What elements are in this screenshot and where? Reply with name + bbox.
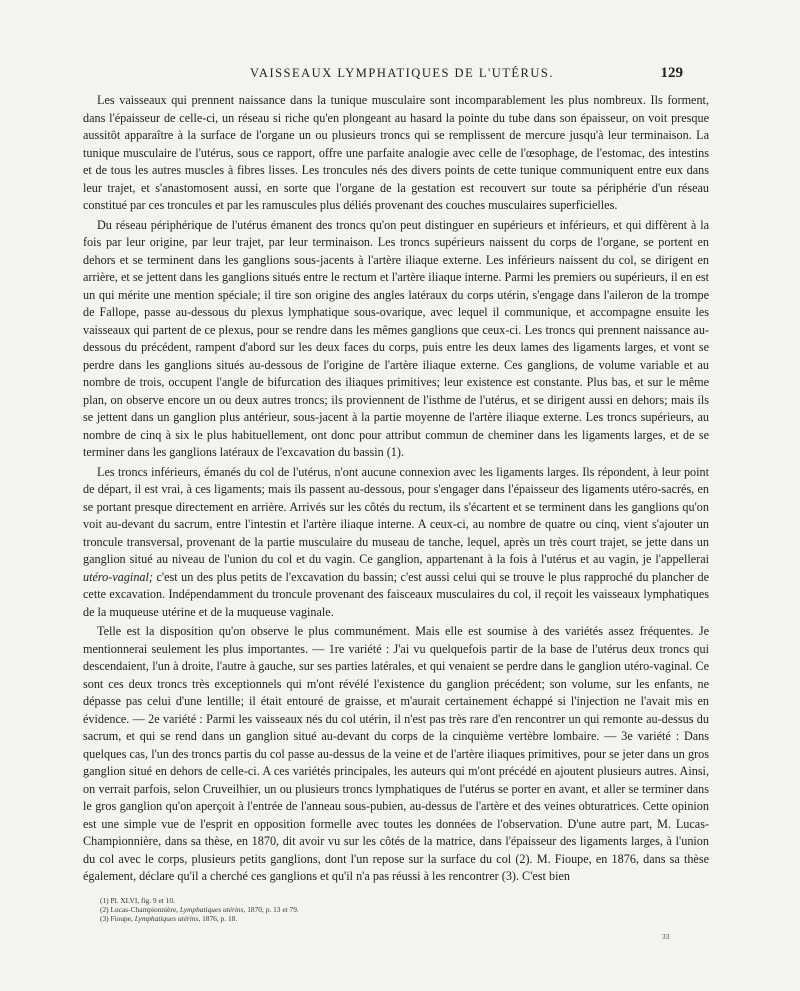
footnote-italic-title: Lymphatiques utérins, (179, 905, 246, 914)
footnote-tail: 1876, p. 18. (202, 914, 238, 923)
footnote-tail: 1870, p. 13 et 79. (247, 905, 299, 914)
italic-term-utero-vaginal: utéro-vaginal; (83, 569, 153, 584)
footnote-1 (100, 896, 660, 905)
footnote-2 (100, 905, 660, 914)
footnote-text: Pl. XLVI, fig. 9 et 10. (110, 896, 175, 905)
paragraph-inferior-trunks-end: c'est un des plus petits de l'excavation du bassin; c'est aussi celui qui se trouve le plus rapproché du plancher de cette excavation. Indépendamment du troncule provenant des faisceaux musculaires du col, il reçoit les vaisseaux lymphatiques de la muqueuse utérine et de la muqueuse vaginale. (83, 569, 709, 619)
paragraph-muscular-vessels: Les vaisseaux qui prennent naissance dans la tunique musculaire sont incomparablement les plus nombreux. Ils forment, dans l'épaisseur de celle-ci, un réseau si riche qu'en plongeant au hasard la pointe du tube dans son épaisseur, on voit presque aussitôt apparaître à la surface de l'organe un ou plusieurs troncs qui se remplissent de mercure jusqu'à leur terminaison. La tunique musculaire de l'utérus, sous ce rapport, offre une parfaite analogie avec celle de l'œsophage, de l'estomac, des intestins et de tous les autres muscles à fibres lisses. Les troncules nés des divers points de cette tunique communiquent entre eux dans leur trajet, et s'anastomosent aussi, en sorte que l'organe de la gestation est recouvert sur toute sa périphérie d'un réseau constitué par ces troncules et par les ramuscules plus déliés provenant des couches musculaires superficielles. (83, 93, 709, 212)
footnotes (100, 896, 660, 923)
footnote-italic-title: Lymphatiques utérins, (134, 914, 201, 923)
paragraph-peripheral-network: Du réseau périphérique de l'utérus émanent des troncs qu'on peut distinguer en supérieurs et inférieurs, et qui diffèrent à la fois par leur origine, par leur trajet, par leur terminaison. Les troncs supérieurs naissent du corps de l'organe, se portent en dehors et se terminent dans les ganglions sous-jacents à l'artère iliaque externe. Les inférieurs naissent du col, se dirigent en arrière, et se jettent dans les ganglions situés entre le rectum et l'artère iliaque interne. Parmi les premiers ou supérieurs, il en est un qui mérite une mention spéciale; il tire son origine des angles latéraux du corps utérin, s'engage dans l'aileron de la trompe de Fallope, passe au-dessous du plexus lymphatique sous-ovarique, avec lequel il communique, et accompagne ensuite les vaisseaux qui partent de ce plexus, pour se rendre dans les mêmes ganglions que ceux-ci. Les troncs qui prennent naissance au-dessous du précédent, rampent d'abord sur les deux faces du corps, puis entre les deux lames des ligaments larges, et vont se perdre dans les ganglions situés au-dessous de l'origine de l'artère iliaque externe. Ces ganglions, de volume variable et au nombre de trois, occupent l'angle de bifurcation des iliaques primitives; leur existence est constante. Plus bas, et sur le même plan, on observe encore un ou deux autres troncs; ils proviennent de l'isthme de l'utérus, et se dirigent aussi en dehors; mais ils se jettent dans un ganglion plus antérieur, sous-jacent à la partie moyenne de l'artère iliaque externe. Les troncs supérieurs, au nombre de cinq à six le plus habituellement, ont donc pour attribut commun de cheminer dans les ligaments larges, et de se terminer dans les ganglions latéraux de l'excavation du bassin (1). (83, 217, 709, 459)
running-title: VAISSEAUX LYMPHATIQUES DE L'UTÉRUS. (250, 66, 554, 80)
page-header (0, 66, 800, 86)
paragraph-inferior-trunks (83, 464, 709, 622)
body-text (83, 92, 709, 888)
footnote-mark: (3) (100, 914, 109, 923)
page-number: 129 (660, 65, 683, 81)
sheet-signature-number: 33 (662, 932, 670, 941)
paragraph-varieties: Telle est la disposition qu'on observe le plus communément. Mais elle est soumise à des variétés assez fréquentes. Je mentionnerai seulement les plus importantes. — 1re variété : J'ai vu quelquefois partir de la base de l'utérus deux troncs qui descendaient, l'un à droite, l'autre à gauche, sur ses parties latérales, et qui venaient se perdre dans le ganglion utéro-vaginal. Ce sont ces deux troncs très exceptionnels qui m'ont révélé l'existence du ganglion précédent; son volume, sur les enfants, ne dépasse pas celui d'une lentille; il était entouré de graisse, et m'aurait certainement échappé si l'injection ne l'avait mis en évidence. — 2e variété : Parmi les vaisseaux nés du col utérin, il n'est pas très rare d'en rencontrer un qui remonte au-dessus du sacrum, et qui se rend dans un ganglion situé au-devant du corps de la cinquième vertèbre lombaire. — 3e variété : Dans quelques cas, l'un des troncs partis du col passe au-dessus de la veine et de l'artère iliaques primitives, pour se jeter dans un gros ganglion situé en dehors de celle-ci. A ces variétés principales, les auteurs qui m'ont précédé en ajoutent plusieurs autres. Ainsi, on verrait parfois, selon Cruveilhier, un ou plusieurs troncs lymphatiques de l'utérus se porter en avant, et aller se terminer dans le gros ganglion qu'on aperçoit à l'entrée de l'anneau sous-pubien, au-dessus de l'artère et des veines obturatrices. Cette opinion est une simple vue de l'esprit en opposition formelle avec toutes les données de l'observation. D'une autre part, M. Lucas-Championnière, dans sa thèse, en 1870, dit avoir vu sur les côtés de la matrice, dans l'épaisseur des ligaments larges, à l'union du col avec le corps, plusieurs petits ganglions, dont l'un repose sur la surface du col (2). M. Fioupe, en 1876, dans sa thèse également, déclare qu'il a cherché ces ganglions et qu'il n'a pas réussi à les rencontrer (3). C'est bien (83, 624, 709, 883)
footnote-mark: (1) (100, 896, 109, 905)
footnote-3 (100, 914, 660, 923)
paragraph-inferior-trunks-start: Les troncs inférieurs, émanés du col de l'utérus, n'ont aucune connexion avec les ligaments larges. Ils répondent, à leur point de départ, il est vrai, à ces ligaments; mais ils passent au-dessous, pour s'engager dans l'épaisseur des ligaments utéro-sacrés, en se portant presque directement en arrière. Arrivés sur les côtés du rectum, ils s'écartent et se terminent dans les ganglions qu'on voit au-devant du sacrum, entre l'intestin et l'artère iliaque interne. A ceux-ci, au nombre de quatre ou cinq, vient s'ajouter un troncule transversal, provenant de la partie musculaire du museau de tanche, lequel, après un très court trajet, se jette dans un ganglion situé au niveau de l'union du col et du vagin. Ce ganglion, appartenant à la fois à l'utérus et au vagin, je l'appellerai (83, 464, 709, 566)
footnote-mark: (2) (100, 905, 109, 914)
footnote-text: Fioupe, (110, 914, 133, 923)
footnote-text: Lucas-Championnière, (110, 905, 179, 914)
